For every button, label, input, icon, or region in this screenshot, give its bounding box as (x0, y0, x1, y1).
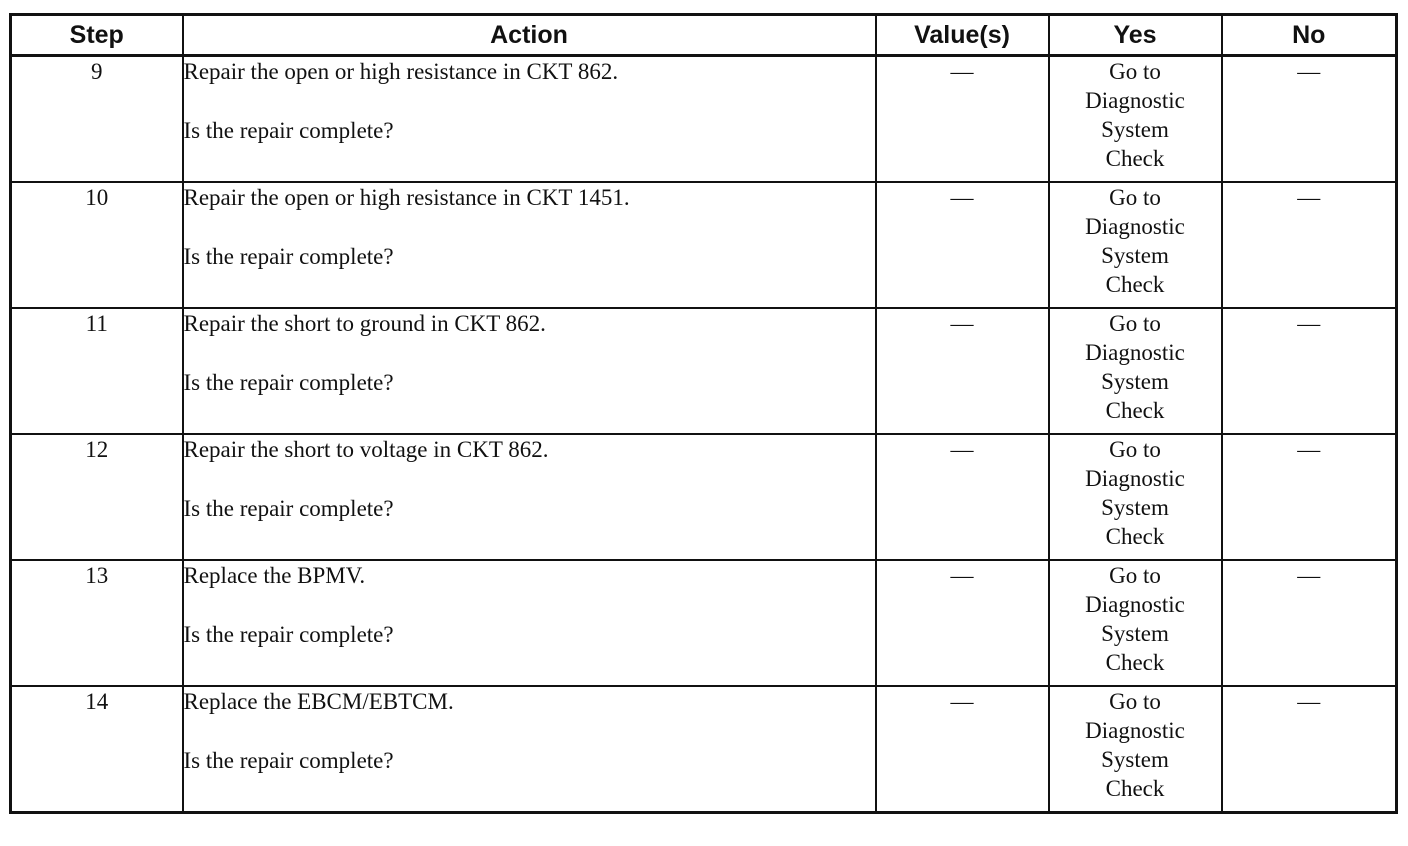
action-instruction: Replace the EBCM/EBTCM. (183, 689, 454, 714)
table-row (11, 56, 1397, 183)
action-question: Is the repair complete? (183, 748, 394, 773)
action-question: Is the repair complete? (183, 118, 394, 143)
action-cell (183, 434, 876, 560)
action-question: Is the repair complete? (183, 244, 394, 269)
step-number: 11 (11, 308, 183, 434)
action-cell (183, 182, 876, 308)
no-cell: — (1222, 686, 1397, 813)
step-number: 9 (11, 56, 183, 183)
yes-line: Check (1105, 146, 1165, 171)
yes-line: Diagnostic (1085, 88, 1185, 113)
diagnostic-table (9, 13, 1398, 814)
yes-line: Go to (1109, 59, 1161, 84)
value-cell: — (876, 56, 1049, 183)
table-row (11, 560, 1397, 686)
no-cell: — (1222, 560, 1397, 686)
header-values: Value(s) (876, 15, 1049, 56)
no-cell: — (1222, 56, 1397, 183)
no-cell: — (1222, 182, 1397, 308)
action-instruction: Repair the open or high resistance in CKT 1451. (183, 185, 630, 210)
action-instruction: Replace the BPMV. (183, 563, 366, 588)
yes-line: Check (1105, 524, 1165, 549)
yes-line: Diagnostic (1085, 592, 1185, 617)
action-instruction: Repair the short to ground in CKT 862. (183, 311, 546, 336)
action-question: Is the repair complete? (183, 496, 394, 521)
yes-line: Diagnostic (1085, 718, 1185, 743)
header-yes: Yes (1049, 15, 1222, 56)
action-question: Is the repair complete? (183, 370, 394, 395)
no-cell: — (1222, 308, 1397, 434)
yes-line: System (1101, 495, 1169, 520)
yes-line: Check (1105, 650, 1165, 675)
header-row (11, 15, 1397, 56)
yes-line: System (1101, 117, 1169, 142)
header-action: Action (183, 15, 876, 56)
action-instruction: Repair the open or high resistance in CKT 862. (183, 59, 619, 84)
header-no: No (1222, 15, 1397, 56)
yes-line: Go to (1109, 437, 1161, 462)
yes-line: Go to (1109, 563, 1161, 588)
yes-line: Check (1105, 398, 1165, 423)
yes-cell (1049, 56, 1222, 183)
table-row (11, 434, 1397, 560)
yes-line: Go to (1109, 311, 1161, 336)
yes-cell (1049, 686, 1222, 813)
yes-cell (1049, 434, 1222, 560)
step-number: 13 (11, 560, 183, 686)
header-step: Step (11, 15, 183, 56)
table-row (11, 182, 1397, 308)
value-cell: — (876, 686, 1049, 813)
yes-line: System (1101, 621, 1169, 646)
yes-line: System (1101, 369, 1169, 394)
step-number: 10 (11, 182, 183, 308)
yes-line: Diagnostic (1085, 466, 1185, 491)
yes-line: Diagnostic (1085, 214, 1185, 239)
step-number: 14 (11, 686, 183, 813)
value-cell: — (876, 560, 1049, 686)
action-cell (183, 560, 876, 686)
action-question: Is the repair complete? (183, 622, 394, 647)
table-row (11, 308, 1397, 434)
value-cell: — (876, 308, 1049, 434)
action-instruction: Repair the short to voltage in CKT 862. (183, 437, 549, 462)
action-cell (183, 308, 876, 434)
action-cell (183, 56, 876, 183)
yes-cell (1049, 560, 1222, 686)
yes-line: Go to (1109, 185, 1161, 210)
value-cell: — (876, 182, 1049, 308)
value-cell: — (876, 434, 1049, 560)
yes-line: System (1101, 243, 1169, 268)
yes-line: Diagnostic (1085, 340, 1185, 365)
yes-line: Check (1105, 776, 1165, 801)
yes-cell (1049, 308, 1222, 434)
table-row (11, 686, 1397, 813)
yes-line: Check (1105, 272, 1165, 297)
step-number: 12 (11, 434, 183, 560)
action-cell (183, 686, 876, 813)
yes-cell (1049, 182, 1222, 308)
yes-line: System (1101, 747, 1169, 772)
yes-line: Go to (1109, 689, 1161, 714)
no-cell: — (1222, 434, 1397, 560)
